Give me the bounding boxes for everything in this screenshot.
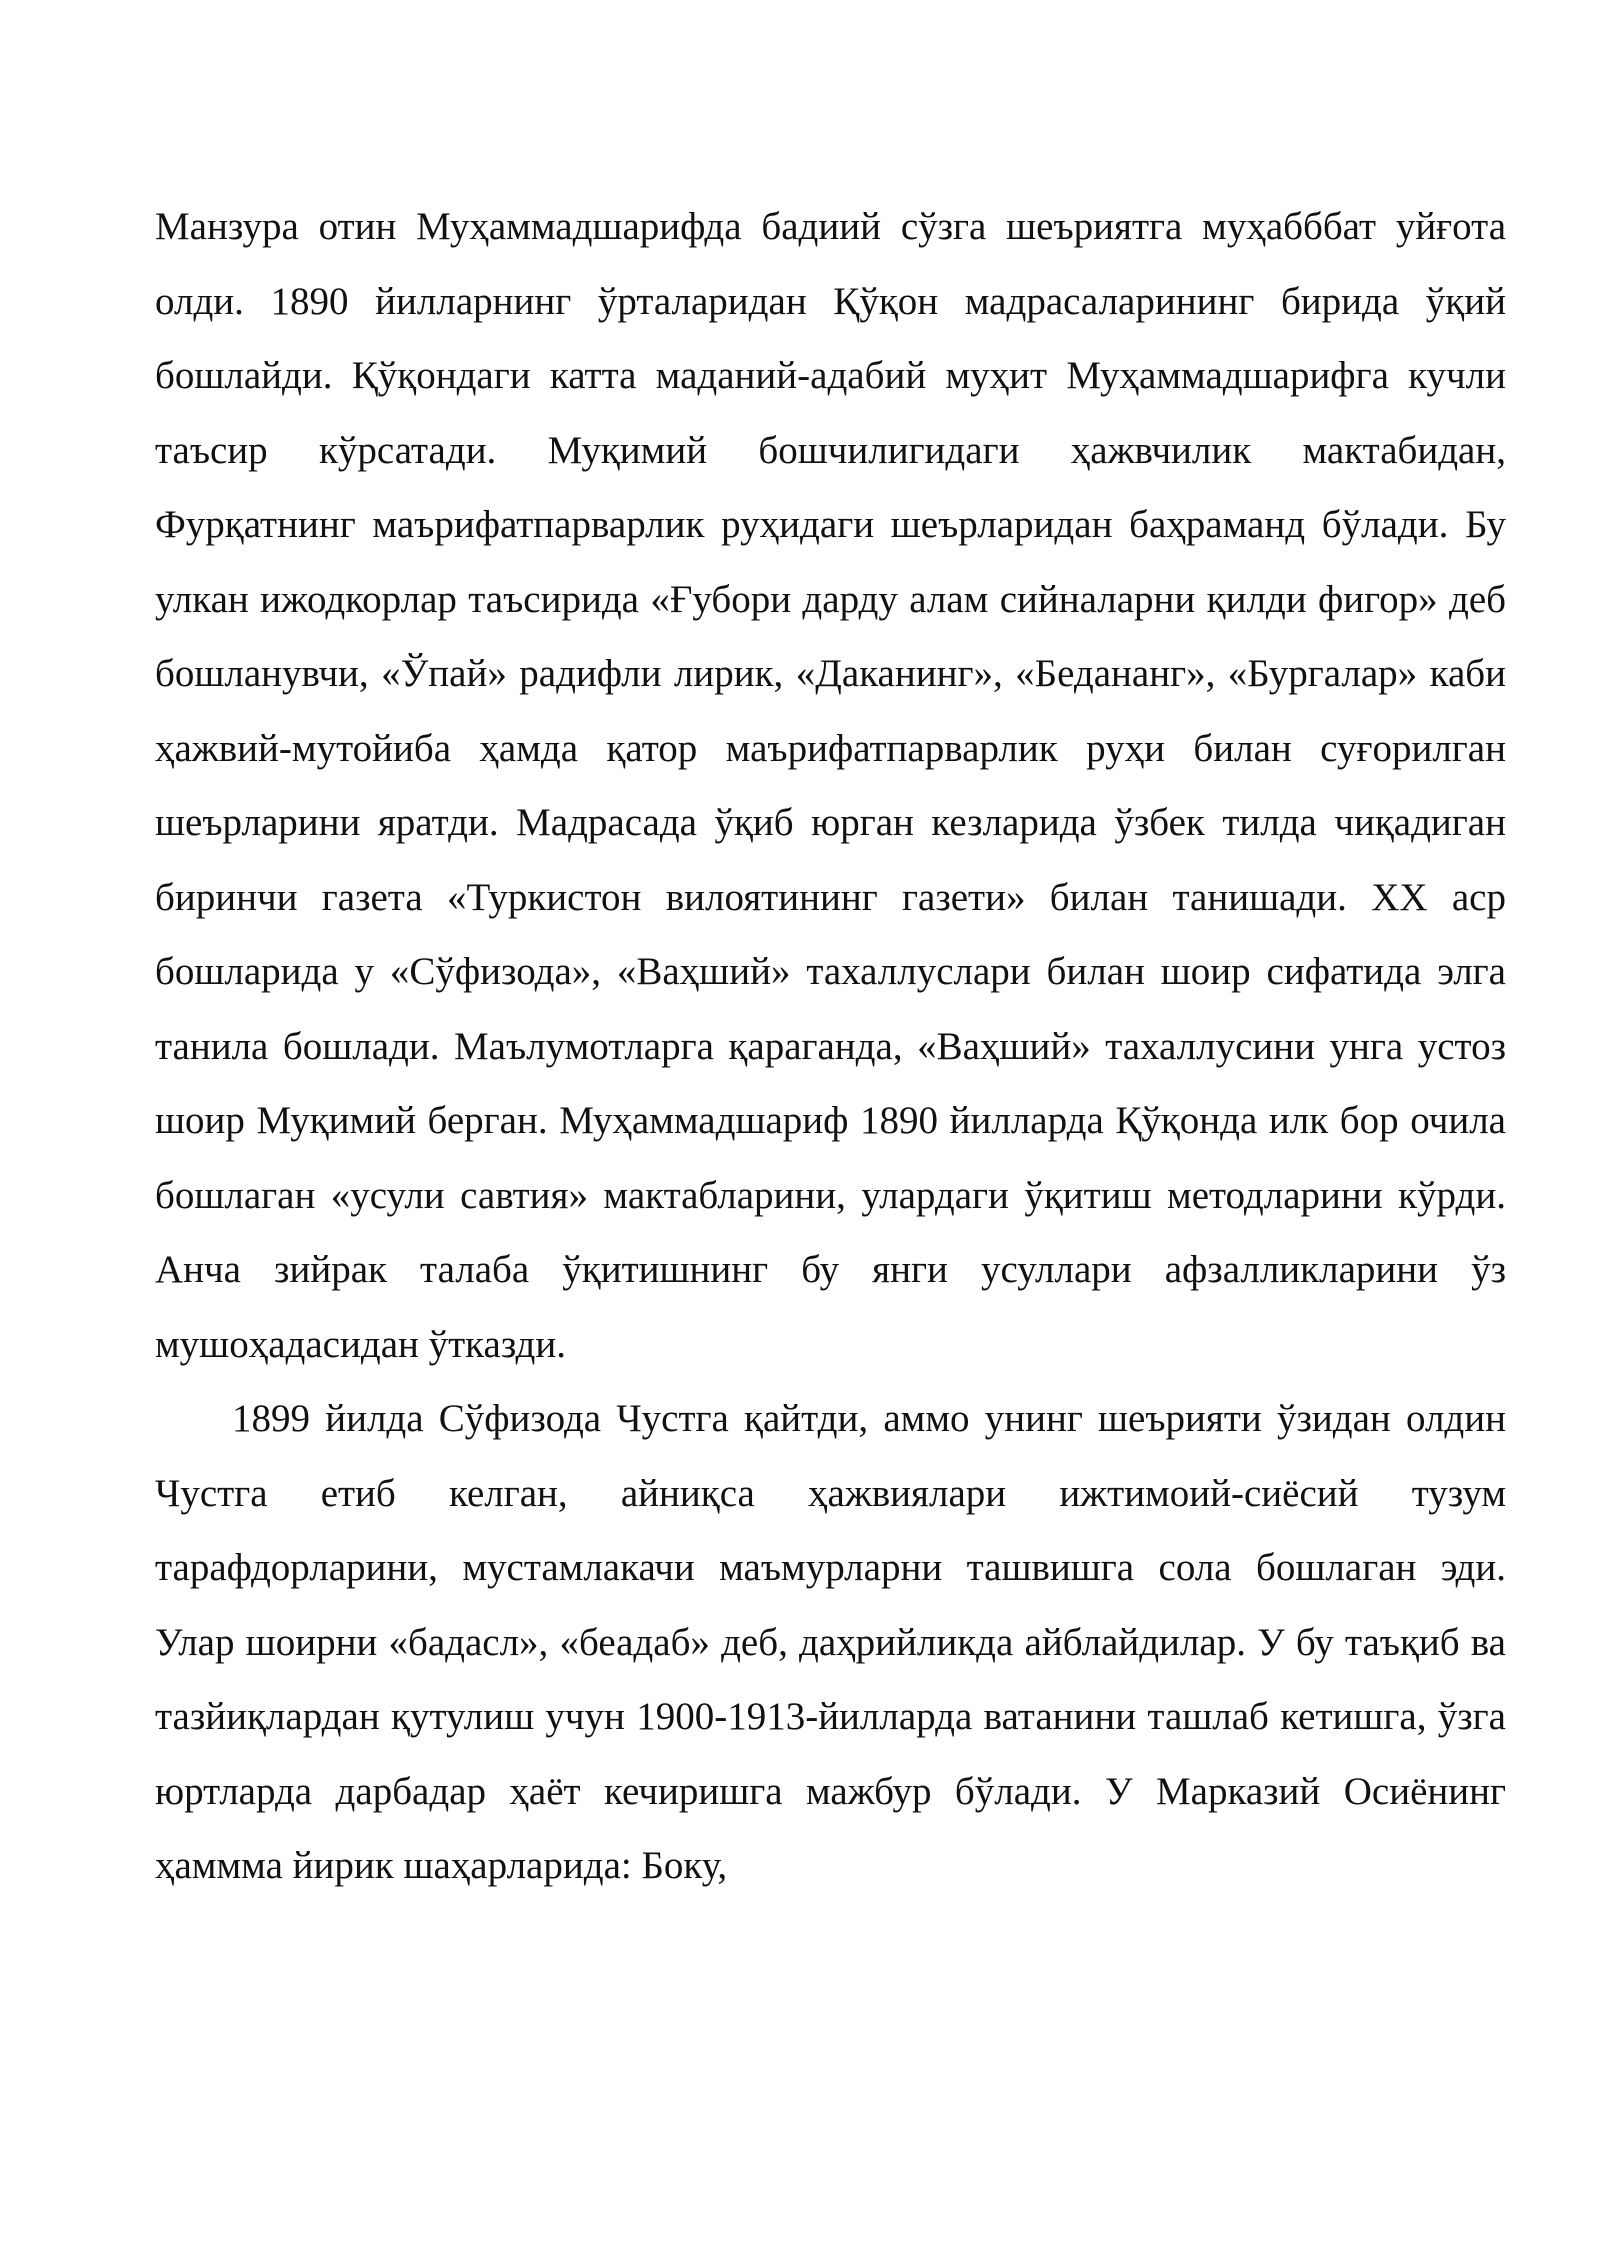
paragraph-1: Манзура отин Муҳаммадшарифда бадиий сўзга шеъриятга муҳабббат уйғота олди. 1890 йилларнинг ўрталаридан Қўқон мадрасаларининг бирида ўқий бошлайди. Қўқондаги катта маданий-адабий муҳит Муҳаммадшарифга кучли таъсир кўрсатади. Муқимий бошчилигидаги ҳажвчилик мактабидан, Фурқатнинг маърифатпарварлик руҳидаги шеърларидан баҳраманд бўлади. Бу улкан ижодкорлар таъсирида «Ғубори дарду алам сийналарни қилди фигор» деб бошланувчи, «Ўпай» радифли лирик, «Даканинг», «Бедананг», «Бургалар» каби ҳажвий-мутойиба ҳамда қатор маърифатпарварлик руҳи билан суғорилган шеърларини яратди. Мадрасада ўқиб юрган кезларида ўзбек тилда чиқадиган биринчи газета «Туркистон вилоятининг газети» билан танишади. XX аср бошларида у «Сўфизода», «Ваҳший» тахаллуслари билан шоир сифатида элга танила бошлади. Маълумотларга қараганда, «Ваҳший» тахаллусини унга устоз шоир Муқимий берган. Муҳаммадшариф 1890 йилларда Қўқонда илк бор очила бошлаган «усули савтия» мактабларини, улардаги ўқитиш методларини кўрди. Анча зийрак талаба ўқитишнинг бу янги усуллари афзалликларини ўз мушоҳадасидан ўтказди.: [155, 205, 1506, 1366]
document-body: [155, 190, 1506, 1904]
paragraph-2: 1899 йилда Сўфизода Чустга қайтди, аммо унинг шеърияти ўзидан олдин Чустга етиб келган, айниқса ҳажвиялари ижтимоий-сиёсий тузум тарафдорларини, мустамлакачи маъмурларни ташвишга сола бошлаган эди. Улар шоирни «бадасл», «беадаб» деб, даҳрийликда айблайдилар. У бу таъқиб ва тазйиқлардан қутулиш учун 1900-1913-йилларда ватанини ташлаб кетишга, ўзга юртларда дарбадар ҳаёт кечиришга мажбур бўлади. У Марказий Осиёнинг ҳаммма йирик шаҳарларида: Боку,: [155, 1397, 1506, 1887]
